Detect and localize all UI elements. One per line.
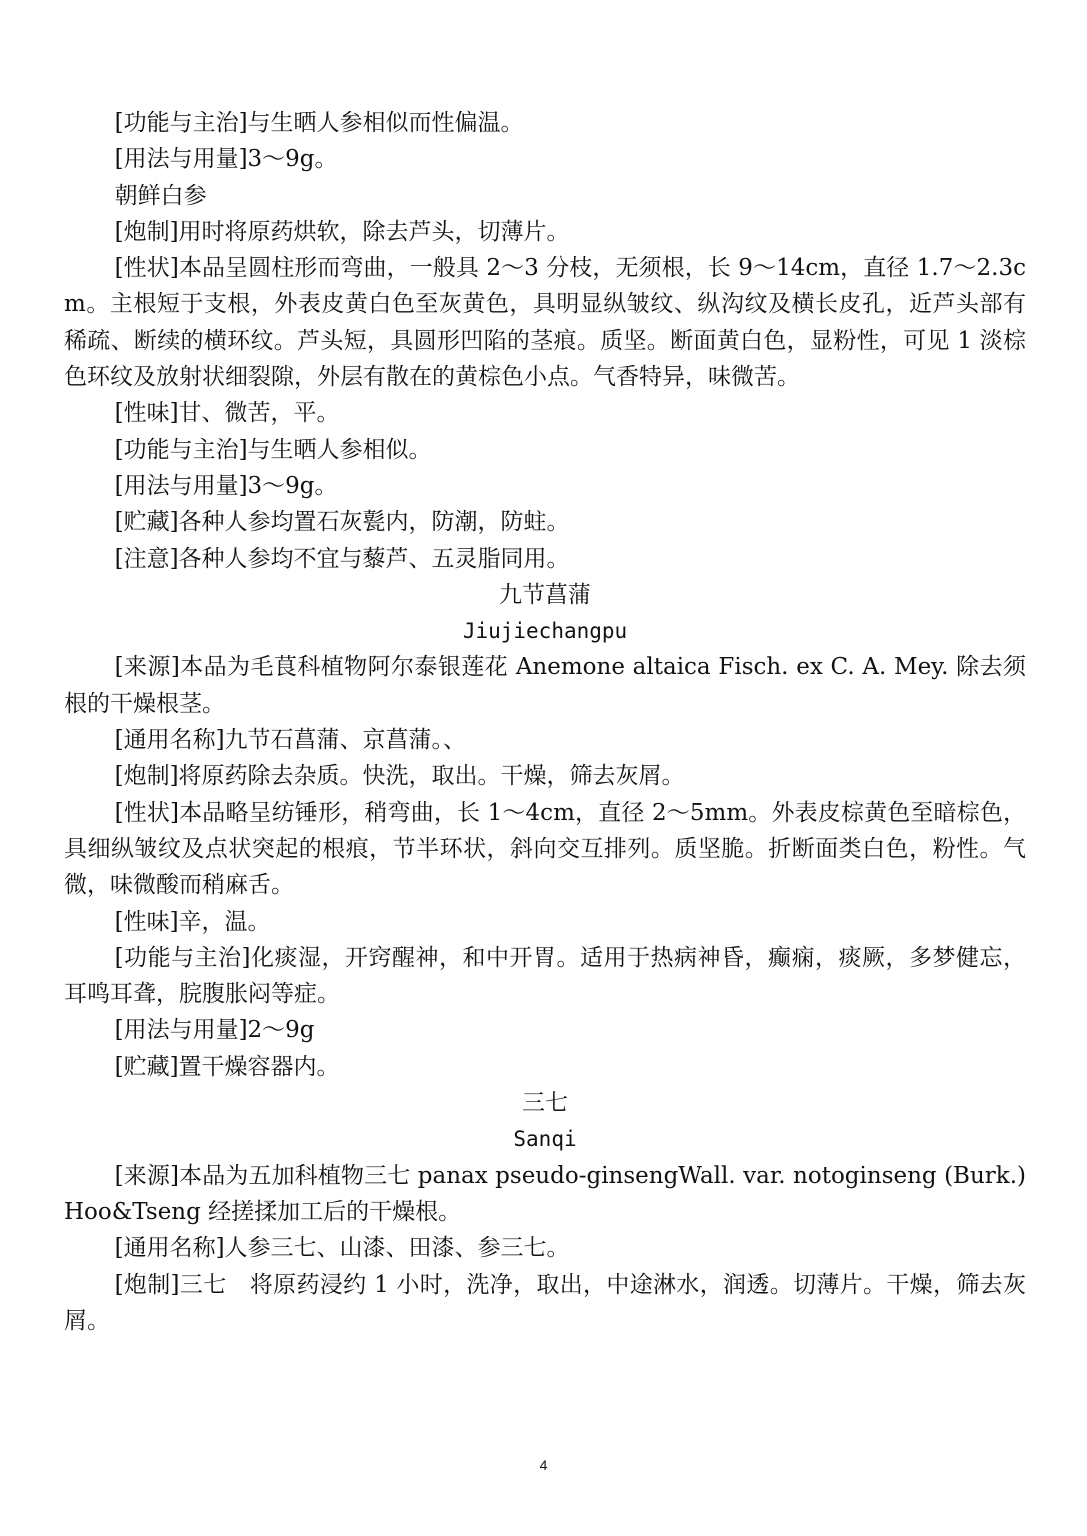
paragraph-source: [来源]本品为五加科植物三七 panax pseudo-ginsengWall. var. notoginseng (Burk.) Hoo&Tseng 经搓揉加工后的干燥根。: [64, 1162, 1026, 1225]
paragraph-nature-taste: [性味]甘、微苦，平。: [114, 400, 340, 427]
subheading-korean-white-ginseng: 朝鲜白参: [114, 182, 207, 209]
section-title-sanqi: 三七: [522, 1090, 568, 1117]
paragraph-processing: [炮制]用时将原药烘软，除去芦头，切薄片。: [114, 218, 570, 245]
section-romanized-sanqi: Sanqi: [513, 1127, 577, 1152]
paragraph-source: [来源]本品为毛茛科植物阿尔泰银莲花 Anemone altaica Fisch. ex C. A. Mey. 除去须根的干燥根茎。: [64, 654, 1026, 717]
paragraph-processing: [炮制]将原药除去杂质。快洗，取出。干燥，筛去灰屑。: [114, 763, 685, 790]
paragraph-storage: [贮藏]置干燥容器内。: [114, 1053, 340, 1080]
paragraph-dosage: [用法与用量]3～9g。: [114, 472, 338, 499]
paragraph-function-indication: [功能与主治]与生晒人参相似而性偏温。: [114, 110, 524, 136]
paragraph-nature-taste: [性味]辛，温。: [114, 908, 271, 935]
section-title-jiujiechangpu: 九节菖蒲: [499, 581, 591, 608]
document-page: [64, 105, 1026, 1339]
paragraph-dosage: [用法与用量]3～9g。: [114, 146, 338, 173]
paragraph-caution: [注意]各种人参均不宜与藜芦、五灵脂同用。: [114, 545, 570, 572]
paragraph-characteristics: [性状]本品呈圆柱形而弯曲，一般具 2～3 分枝，无须根，长 9～14cm，直径 1.7～2.3cm。主根短于支根，外表皮黄白色至灰黄色，具明显纵皱纹、纵沟纹及横长皮孔，近芦头部有稀疏、断续的横环纹。芦头短，具圆形凹陷的茎痕。质坚。断面黄白色，显粉性，可见 1 淡棕色环纹及放射状细裂隙，外层有散在的黄棕色小点。气香特异，味微苦。: [64, 255, 1026, 391]
page-number: 4: [539, 1457, 548, 1473]
paragraph-dosage: [用法与用量]2～9g: [114, 1017, 315, 1044]
paragraph-characteristics: [性状]本品略呈纺锤形，稍弯曲，长 1～4cm，直径 2～5mm。外表皮棕黄色至暗棕色，具细纵皱纹及点状突起的根痕，节半环状，斜向交互排列。质坚脆。折断面类白色，粉性。气微，味微酸而稍麻舌。: [64, 799, 1026, 899]
paragraph-common-names: [通用名称]人参三七、山漆、田漆、参三七。: [114, 1235, 570, 1262]
paragraph-common-names: [通用名称]九节石菖蒲、京菖蒲。、: [114, 727, 467, 754]
paragraph-storage: [贮藏]各种人参均置石灰甏内，防潮，防蛀。: [114, 509, 570, 536]
paragraph-processing: [炮制]三七 将原药浸约 1 小时，洗净，取出，中途淋水，润透。切薄片。干燥，筛去灰屑。: [64, 1271, 1026, 1334]
paragraph-function-indication: [功能与主治]化痰湿，开窍醒神，和中开胃。适用于热病神昏，癫痫，痰厥，多梦健忘，耳鸣耳聋，脘腹胀闷等症。: [64, 944, 1026, 1008]
paragraph-function-indication: [功能与主治]与生晒人参相似。: [114, 436, 432, 463]
section-romanized-jiujiechangpu: Jiujiechangpu: [462, 619, 628, 644]
